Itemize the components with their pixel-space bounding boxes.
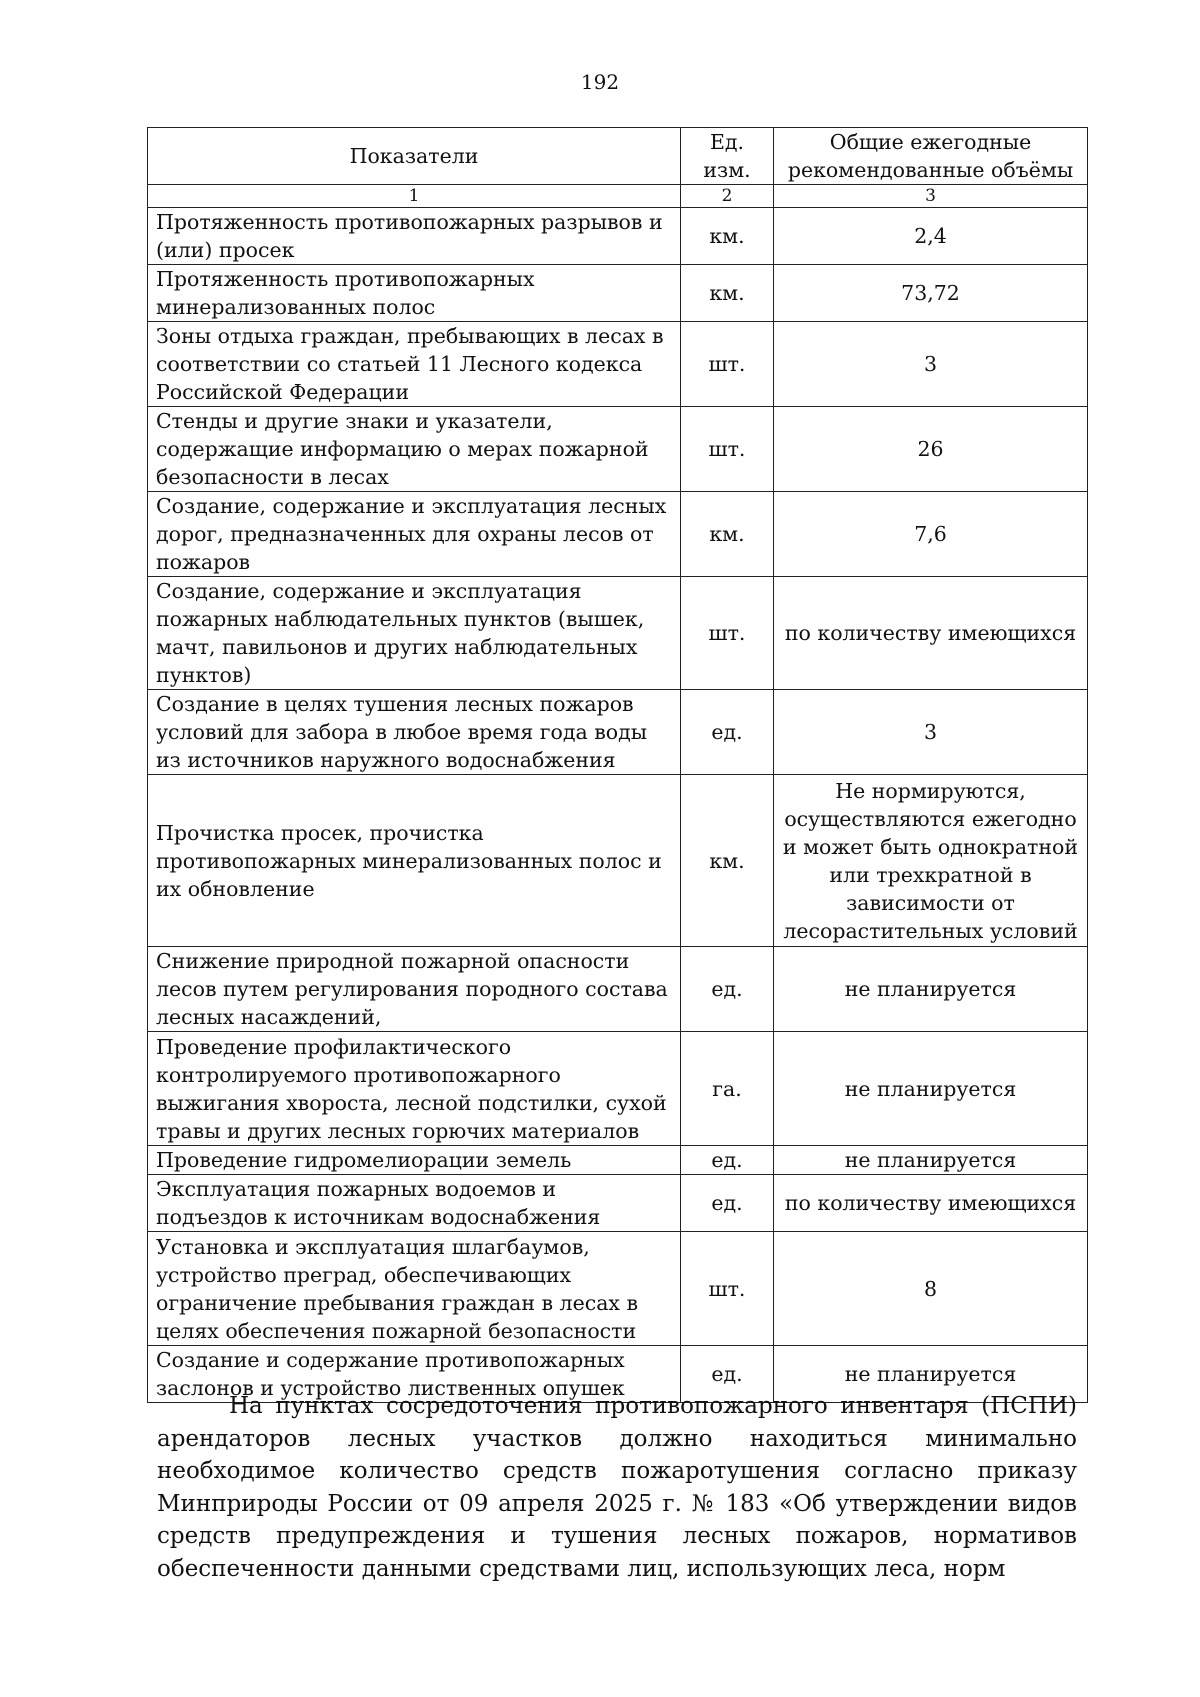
table-row (148, 322, 1088, 407)
indicator-cell: Прочистка просек, прочистка противопожарных минерализованных полос и их обновление (148, 775, 681, 947)
unit-cell: км. (681, 492, 774, 577)
table-row (148, 577, 1088, 690)
column-number: 1 (148, 185, 681, 208)
table-row (148, 775, 1088, 947)
unit-cell: шт. (681, 577, 774, 690)
table-row (148, 208, 1088, 265)
value-cell: 2,4 (774, 208, 1088, 265)
indicator-cell: Создание и содержание противопожарных заслонов и устройство лиственных опушек (148, 1346, 681, 1403)
indicator-cell: Протяженность противопожарных минерализованных полос (148, 265, 681, 322)
indicator-cell: Зоны отдыха граждан, пребывающих в лесах в соответствии со статьей 11 Лесного кодекса Российской Федерации (148, 322, 681, 407)
unit-cell: ед. (681, 947, 774, 1032)
indicator-cell: Проведение гидромелиорации земель (148, 1146, 681, 1175)
table-row (148, 407, 1088, 492)
table-row (148, 1175, 1088, 1232)
page-number: 192 (580, 70, 620, 94)
header-row (148, 128, 1088, 185)
indicator-cell: Эксплуатация пожарных водоемов и подъездов к источникам водоснабжения (148, 1175, 681, 1232)
value-cell: 8 (774, 1232, 1088, 1346)
table-row (148, 947, 1088, 1032)
value-cell: 3 (774, 690, 1088, 775)
unit-cell: шт. (681, 322, 774, 407)
value-cell: по количеству имеющихся (774, 577, 1088, 690)
value-cell: Не нормируются, осуществляются ежегодно и может быть однократной или трехкратной в зависимости от лесорастительных условий (774, 775, 1088, 947)
unit-cell: шт. (681, 407, 774, 492)
unit-cell: ед. (681, 690, 774, 775)
unit-cell: шт. (681, 1232, 774, 1346)
column-number: 2 (681, 185, 774, 208)
header-indicator: Показатели (148, 128, 681, 185)
body-paragraph: На пунктах сосредоточения противопожарного инвентаря (ПСПИ) арендаторов лесных участков должно находиться минимально необходимое количество средств пожаротушения согласно приказу Минприроды России от 09 апреля 2025 г. № 183 «Об утверждении видов средств предупреждения и тушения лесных пожаров, нормативов обеспеченности данными средствами лиц, использующих леса, норм (157, 1393, 1077, 1582)
value-cell: 7,6 (774, 492, 1088, 577)
indicator-cell: Протяженность противопожарных разрывов и (или) просек (148, 208, 681, 265)
value-cell: 3 (774, 322, 1088, 407)
fire-safety-measures-table (147, 127, 1088, 1403)
indicator-cell: Стенды и другие знаки и указатели, содержащие информацию о мерах пожарной безопасности в лесах (148, 407, 681, 492)
header-unit: Ед. изм. (681, 128, 774, 185)
unit-cell: км. (681, 775, 774, 947)
indicator-cell: Создание, содержание и эксплуатация лесных дорог, предназначенных для охраны лесов от пожаров (148, 492, 681, 577)
unit-cell: ед. (681, 1146, 774, 1175)
indicator-cell: Снижение природной пожарной опасности лесов путем регулирования породного состава лесных насаждений, (148, 947, 681, 1032)
indicator-cell: Создание в целях тушения лесных пожаров условий для забора в любое время года воды из источников наружного водоснабжения (148, 690, 681, 775)
value-cell: не планируется (774, 947, 1088, 1032)
table-row (148, 1146, 1088, 1175)
indicator-cell: Установка и эксплуатация шлагбаумов, устройство преград, обеспечивающих ограничение пребывания граждан в лесах в целях обеспечения пожарной безопасности (148, 1232, 681, 1346)
unit-cell: ед. (681, 1346, 774, 1403)
header-volume: Общие ежегодные рекомендованные объёмы (774, 128, 1088, 185)
table-row (148, 265, 1088, 322)
value-cell: не планируется (774, 1032, 1088, 1146)
value-cell: 73,72 (774, 265, 1088, 322)
unit-cell: ед. (681, 1175, 774, 1232)
unit-cell: га. (681, 1032, 774, 1146)
unit-cell: км. (681, 265, 774, 322)
table-row (148, 690, 1088, 775)
column-number: 3 (774, 185, 1088, 208)
value-cell: не планируется (774, 1346, 1088, 1403)
indicator-cell: Создание, содержание и эксплуатация пожарных наблюдательных пунктов (вышек, мачт, павильонов и других наблюдательных пунктов) (148, 577, 681, 690)
value-cell: 26 (774, 407, 1088, 492)
value-cell: не планируется (774, 1146, 1088, 1175)
table-row (148, 1232, 1088, 1346)
table-row (148, 1032, 1088, 1146)
column-numbers-row (148, 185, 1088, 208)
value-cell: по количеству имеющихся (774, 1175, 1088, 1232)
unit-cell: км. (681, 208, 774, 265)
indicator-cell: Проведение профилактического контролируемого противопожарного выжигания хвороста, лесной подстилки, сухой травы и других лесных горючих материалов (148, 1032, 681, 1146)
table-row (148, 492, 1088, 577)
